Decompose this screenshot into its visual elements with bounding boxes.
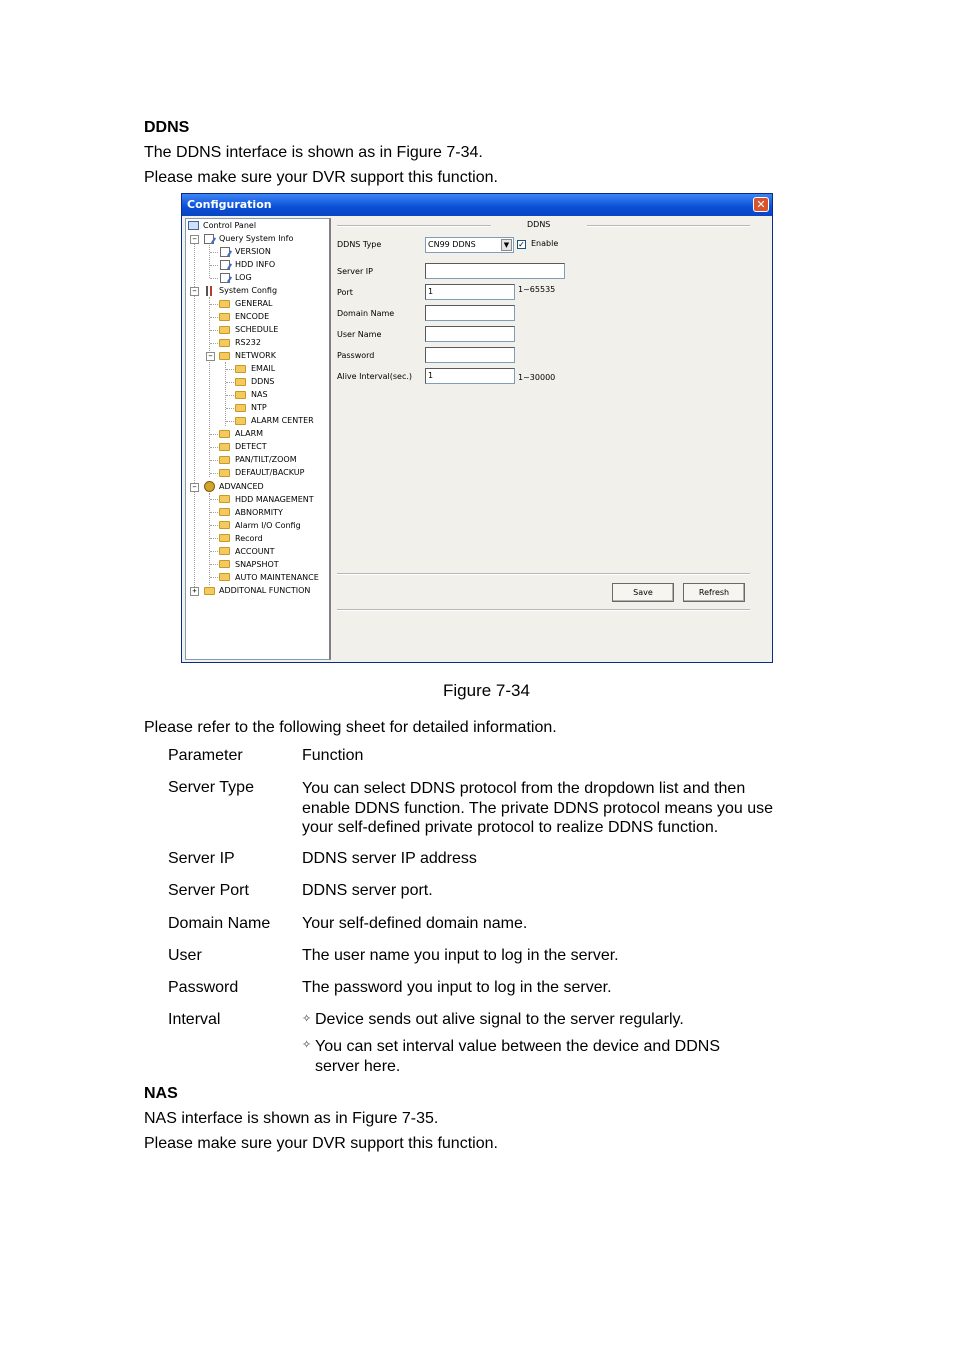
table-cell-param: Interval bbox=[168, 1011, 221, 1028]
tree-item-alarm[interactable]: ALARM bbox=[235, 429, 264, 438]
table-header-parameter: Parameter bbox=[168, 747, 243, 764]
tree-item-rs232[interactable]: RS232 bbox=[235, 338, 261, 347]
folder-icon bbox=[235, 391, 246, 399]
section-heading-nas: NAS bbox=[144, 1085, 178, 1102]
folder-icon bbox=[219, 456, 230, 464]
tree-item-additional-function[interactable]: ADDITONAL FUNCTION bbox=[219, 586, 311, 595]
computer-icon bbox=[188, 221, 199, 230]
tree-line bbox=[209, 245, 210, 278]
folder-icon bbox=[219, 495, 230, 503]
folder-icon bbox=[219, 547, 230, 555]
enable-label: Enable bbox=[531, 239, 559, 248]
tree-line bbox=[210, 265, 218, 266]
dropdown-arrow-icon[interactable]: ▼ bbox=[501, 239, 512, 251]
tree-item-query-system-info[interactable]: Query System Info bbox=[219, 234, 294, 243]
password-label: Password bbox=[337, 351, 375, 360]
tree-line bbox=[210, 447, 218, 448]
folder-icon bbox=[219, 326, 230, 334]
tree-item-auto-maintenance[interactable]: AUTO MAINTENANCE bbox=[235, 573, 319, 582]
tree-item-advanced[interactable]: ADVANCED bbox=[219, 482, 264, 491]
expand-icon[interactable]: + bbox=[190, 587, 199, 596]
ddns-type-label: DDNS Type bbox=[337, 240, 382, 249]
table-cell-function: DDNS server IP address bbox=[302, 850, 477, 867]
figure-caption: Figure 7-34 bbox=[443, 681, 530, 700]
tree-line bbox=[210, 551, 218, 552]
tree-item-log[interactable]: LOG bbox=[235, 273, 252, 282]
bullet-icon: ✧ bbox=[302, 1013, 312, 1025]
enable-checkbox[interactable]: ✓ bbox=[518, 240, 525, 249]
navigation-tree bbox=[185, 218, 331, 660]
tree-item-encode[interactable]: ENCODE bbox=[235, 312, 270, 321]
folder-icon bbox=[204, 587, 215, 595]
table-cell-function: Device sends out alive signal to the server regularly. bbox=[315, 1011, 684, 1028]
intro-line-1: The DDNS interface is shown as in Figure 7-34. bbox=[144, 144, 483, 161]
group-divider bbox=[337, 225, 491, 227]
table-cell-function: DDNS server port. bbox=[302, 882, 433, 899]
collapse-icon[interactable]: − bbox=[190, 287, 199, 296]
tree-item-record[interactable]: Record bbox=[235, 534, 263, 543]
collapse-icon[interactable]: − bbox=[206, 352, 215, 361]
tree-line bbox=[226, 369, 234, 370]
folder-icon bbox=[219, 443, 230, 451]
table-cell-param: User bbox=[168, 947, 202, 964]
tree-line bbox=[210, 330, 218, 331]
folder-icon bbox=[219, 573, 230, 581]
folder-icon bbox=[219, 521, 230, 529]
tree-item-email[interactable]: EMAIL bbox=[251, 364, 276, 373]
tree-item-schedule[interactable]: SCHEDULE bbox=[235, 325, 279, 334]
server-ip-input[interactable] bbox=[425, 263, 565, 279]
folder-icon bbox=[219, 300, 230, 308]
tree-line bbox=[210, 317, 218, 318]
gear-icon bbox=[204, 481, 215, 492]
table-cell-function: You can set interval value between the device and DDNS server here. bbox=[315, 1038, 720, 1075]
tree-line bbox=[209, 493, 210, 585]
tree-line bbox=[226, 395, 234, 396]
table-cell-param: Server IP bbox=[168, 850, 235, 867]
tree-line bbox=[210, 525, 218, 526]
folder-icon bbox=[219, 339, 230, 347]
tree-item-alarm-io-config[interactable]: Alarm I/O Config bbox=[235, 521, 301, 530]
ddns-type-value: CN99 DDNS bbox=[428, 240, 476, 249]
tree-line bbox=[226, 382, 234, 383]
folder-icon bbox=[219, 469, 230, 477]
folder-icon bbox=[235, 365, 246, 373]
table-cell-function: Your self-defined domain name. bbox=[302, 915, 528, 932]
notepad-icon bbox=[204, 234, 214, 244]
table-cell-param: Domain Name bbox=[168, 915, 271, 932]
ddns-type-select[interactable] bbox=[425, 237, 514, 253]
button-divider-top bbox=[337, 573, 750, 575]
tree-line bbox=[210, 434, 218, 435]
folder-icon bbox=[219, 534, 230, 542]
notepad-icon bbox=[220, 273, 230, 283]
collapse-icon[interactable]: − bbox=[190, 235, 199, 244]
table-cell-param: Password bbox=[168, 979, 239, 996]
tree-item-detect[interactable]: DETECT bbox=[235, 442, 267, 451]
tree-item-account[interactable]: ACCOUNT bbox=[235, 547, 275, 556]
tree-line bbox=[226, 421, 234, 422]
tree-item-ddns[interactable]: DDNS bbox=[251, 377, 275, 386]
tree-line bbox=[210, 538, 218, 539]
tree-line bbox=[210, 304, 218, 305]
tree-line bbox=[210, 278, 218, 279]
button-divider-bottom bbox=[337, 609, 750, 611]
server-ip-label: Server IP bbox=[337, 267, 373, 276]
folder-icon bbox=[219, 430, 230, 438]
notepad-icon bbox=[220, 260, 230, 270]
window-title: Configuration bbox=[187, 198, 272, 211]
tree-item-system-config[interactable]: System Config bbox=[219, 286, 278, 295]
table-cell-function: The password you input to log in the server. bbox=[302, 979, 612, 996]
tree-line bbox=[210, 499, 218, 500]
port-label: Port bbox=[337, 288, 353, 297]
tree-item-default-backup[interactable]: DEFAULT/BACKUP bbox=[235, 468, 305, 477]
tree-item-abnormity[interactable]: ABNORMITY bbox=[235, 508, 283, 517]
table-cell-function: You can select DDNS protocol from the dropdown list and then enable DDNS function. The private DDNS protocol means you use your self-defined private protocol to realize DDNS function. bbox=[302, 780, 774, 836]
nas-line-2: Please make sure your DVR support this function. bbox=[144, 1135, 498, 1152]
tree-item-pan-tilt-zoom[interactable]: PAN/TILT/ZOOM bbox=[235, 455, 297, 464]
intro-line-2: Please make sure your DVR support this function. bbox=[144, 169, 498, 186]
domain-name-input[interactable] bbox=[425, 305, 515, 321]
tree-line bbox=[226, 408, 234, 409]
tree-item-control-panel[interactable]: Control Panel bbox=[203, 221, 257, 230]
user-name-label: User Name bbox=[337, 330, 382, 339]
ddns-settings-panel bbox=[332, 218, 770, 660]
tree-line bbox=[209, 297, 210, 477]
group-divider bbox=[587, 225, 750, 227]
bullet-icon: ✧ bbox=[302, 1039, 312, 1051]
tree-line bbox=[210, 577, 218, 578]
alive-interval-input[interactable]: 1 bbox=[425, 368, 515, 384]
tree-line bbox=[210, 252, 218, 253]
domain-name-label: Domain Name bbox=[337, 309, 395, 318]
user-name-input[interactable] bbox=[425, 326, 515, 342]
tree-item-ntp[interactable]: NTP bbox=[251, 403, 267, 412]
refresh-button[interactable]: Refresh bbox=[683, 583, 745, 602]
tree-item-nas[interactable]: NAS bbox=[251, 390, 268, 399]
close-icon[interactable]: ✕ bbox=[753, 197, 769, 212]
tools-icon bbox=[204, 286, 214, 296]
tree-item-general[interactable]: GENERAL bbox=[235, 299, 273, 308]
nas-line-1: NAS interface is shown as in Figure 7-35. bbox=[144, 1110, 439, 1127]
folder-open-icon bbox=[219, 352, 230, 360]
tree-line bbox=[210, 564, 218, 565]
tree-line bbox=[225, 362, 226, 426]
alive-interval-label: Alive Interval(sec.) bbox=[337, 372, 413, 381]
folder-icon bbox=[235, 404, 246, 412]
folder-icon bbox=[219, 313, 230, 321]
tree-line bbox=[210, 473, 218, 474]
refer-line: Please refer to the following sheet for detailed information. bbox=[144, 719, 557, 736]
section-heading-ddns: DDNS bbox=[144, 119, 190, 136]
folder-icon bbox=[235, 417, 246, 425]
folder-open-icon bbox=[235, 378, 246, 386]
folder-icon bbox=[219, 508, 230, 516]
group-title: DDNS bbox=[527, 220, 551, 229]
table-cell-param: Server Type bbox=[168, 779, 254, 796]
save-button[interactable]: Save bbox=[612, 583, 674, 602]
tree-line bbox=[210, 343, 218, 344]
tree-line bbox=[210, 512, 218, 513]
table-cell-function: The user name you input to log in the server. bbox=[302, 947, 619, 964]
port-range: 1~65535 bbox=[518, 285, 556, 294]
table-cell-param: Server Port bbox=[168, 882, 249, 899]
collapse-icon[interactable]: − bbox=[190, 483, 199, 492]
tree-item-hdd-management[interactable]: HDD MANAGEMENT bbox=[235, 495, 314, 504]
tree-item-hdd-info[interactable]: HDD INFO bbox=[235, 260, 276, 269]
port-input[interactable]: 1 bbox=[425, 284, 515, 300]
tree-item-snapshot[interactable]: SNAPSHOT bbox=[235, 560, 279, 569]
title-bar bbox=[182, 194, 772, 216]
table-header-function: Function bbox=[302, 747, 364, 764]
folder-icon bbox=[219, 560, 230, 568]
configuration-window bbox=[181, 193, 773, 663]
tree-item-version[interactable]: VERSION bbox=[235, 247, 271, 256]
tree-item-alarm-center[interactable]: ALARM CENTER bbox=[251, 416, 314, 425]
notepad-icon bbox=[220, 247, 230, 257]
password-input[interactable] bbox=[425, 347, 515, 363]
alive-interval-range: 1~30000 bbox=[518, 373, 556, 382]
tree-item-network[interactable]: NETWORK bbox=[235, 351, 276, 360]
tree-line bbox=[210, 460, 218, 461]
